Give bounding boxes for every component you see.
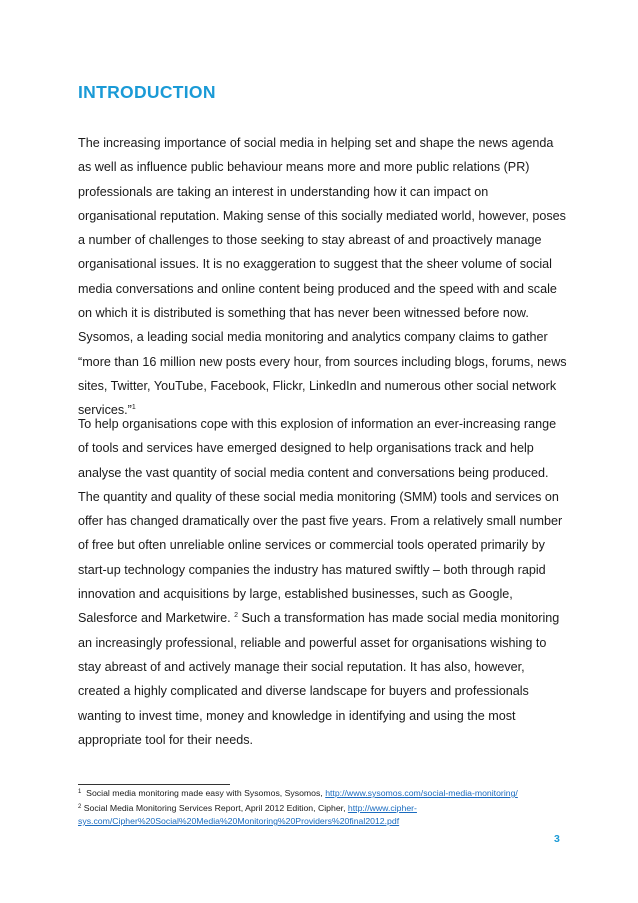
- footnote-1-link[interactable]: http://www.sysomos.com/social-media-monitoring/: [325, 788, 518, 798]
- paragraph-2-text-continued: Such a transformation has made social media monitoring an increasingly professional, reliable and powerful asset for organisations wishing to stay abreast of and actively manage their social reputation. It has also, however, created a highly complicated and diverse landscape for buyers and professionals wanting to invest time, money and knowledge in identifying and using the most appropriate tool for their needs.: [78, 611, 560, 747]
- footnote-mark-1: 1: [78, 789, 82, 795]
- intro-paragraph-1: [78, 131, 568, 423]
- footnote-1: [78, 786, 558, 801]
- section-heading: INTRODUCTION: [78, 82, 216, 102]
- footnote-2-link[interactable]: http://www.cipher-sys.com/Cipher%20Social%20Media%20Monitoring%20Providers%20final2012.pdf: [78, 802, 417, 826]
- paragraph-2-text: To help organisations cope with this explosion of information an ever-increasing range of tools and services have emerged designed to help organisations track and help analyse the vast quantity of social media content and conversations being produced. The quantity and quality of these social media monitoring (SMM) tools and services on offer has changed dramatically over the past five years. From a relatively small number of free but often unreliable online services or commercial tools operated primarily by start-up technology companies the industry has matured swiftly – both through rapid innovation and acquisitions by large, established businesses, such as Google, Salesforce and Marketwire.: [78, 417, 563, 626]
- footnote-1-text: Social media monitoring made easy with Sysomos, Sysomos,: [86, 788, 326, 798]
- paragraph-1-text: The increasing importance of social media in helping set and shape the news agenda as well as influence public behaviour means more and more public relations (PR) professionals are taking an interest in understanding how it can impact on organisational reputation. Making sense of this socially mediated world, however, poses a number of challenges to those seeking to stay abreast of and proactively manage organisational issues. It is no exaggeration to suggest that the sheer volume of social media conversations and online content being produced and the speed with and scale on which it is distributed is something that has never been witnessed before now. Sysomos, a leading social media monitoring and analytics company claims to gather “more than 16 million new posts every hour, from sources including blogs, forums, news sites, Twitter, YouTube, Facebook, Flickr, LinkedIn and numerous other social network services.”: [78, 136, 567, 418]
- intro-paragraph-2: [78, 412, 568, 752]
- footnote-ref-2[interactable]: 2: [234, 612, 238, 620]
- footnote-separator: [78, 784, 230, 785]
- footnote-ref-1[interactable]: 1: [131, 404, 136, 412]
- page-number: 3: [554, 833, 560, 845]
- footnote-mark-2: 2: [78, 803, 82, 810]
- footnotes: [78, 786, 558, 829]
- footnote-2-text: Social Media Monitoring Services Report, April 2012 Edition, Cipher,: [83, 802, 348, 813]
- footnote-2: [78, 801, 558, 829]
